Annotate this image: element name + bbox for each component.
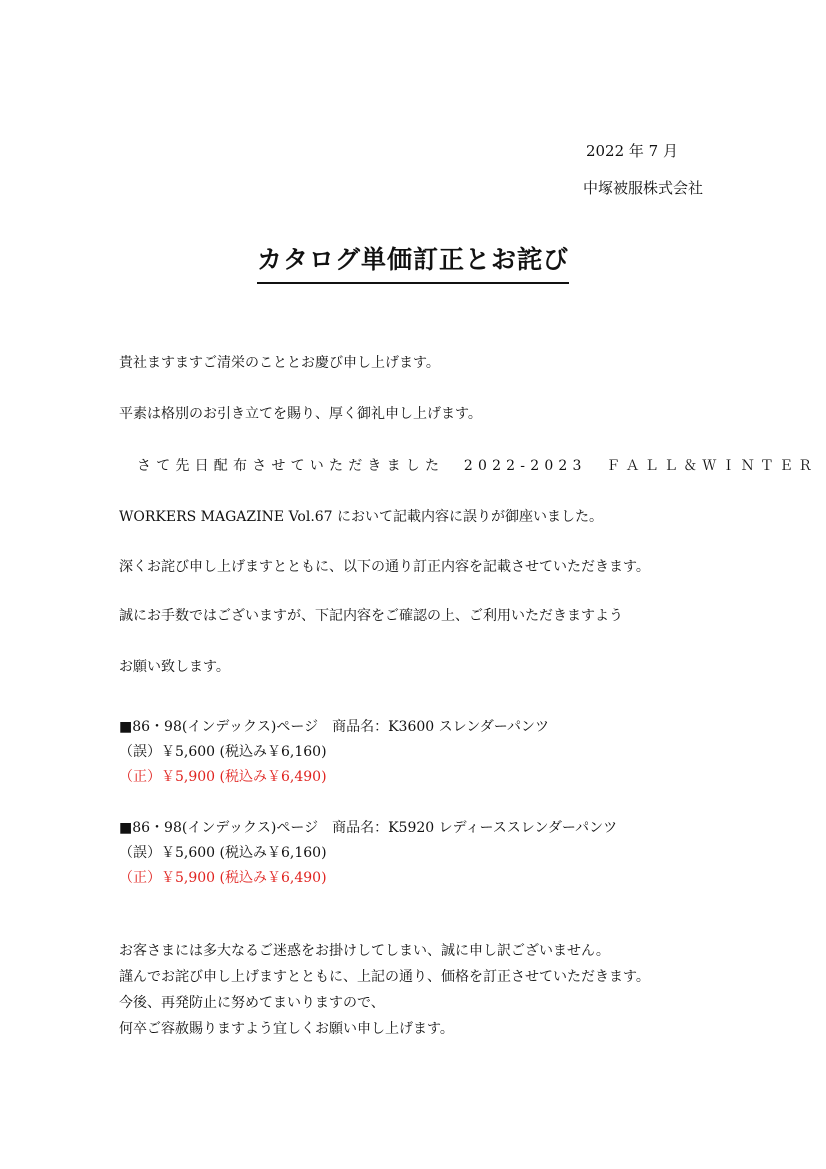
closing-line-3: 今後、再発防止に努めてまいりますので、 xyxy=(119,995,385,1011)
correction-2-wrong-price: （誤）￥5,600 (税込み￥6,160) xyxy=(119,845,327,861)
company-name: 中塚被服株式会社 xyxy=(582,179,703,197)
correction-1-heading: ■86・98(インデックス)ページ 商品名：K3600 スレンダーパンツ xyxy=(119,719,550,735)
document-title: カタログ単価訂正とお詫び xyxy=(257,240,569,284)
thanks-paragraph: 平素は格別のお引き立てを賜り、厚く御礼申し上げます。 xyxy=(119,406,482,422)
greeting-paragraph: 貴社ますますご清栄のこととお慶び申し上げます。 xyxy=(119,355,440,371)
correction-2-heading: ■86・98(インデックス)ページ 商品名：K5920 レディーススレンダーパンツ xyxy=(119,820,618,836)
apology-paragraph: 深くお詫び申し上げますとともに、以下の通り訂正内容を記載させていただきます。 xyxy=(119,559,650,575)
notice-paragraph-line-1: さて先日配布させていただきました 2022-2023 ＦＡＬＬ＆ＷＩＮＴＥＲ xyxy=(137,458,818,474)
correction-1-wrong-price: （誤）￥5,600 (税込み￥6,160) xyxy=(119,744,327,760)
closing-line-2: 謹んでお詫び申し上げますとともに、上記の通り、価格を訂正させていただきます。 xyxy=(119,969,650,985)
correction-2-correct-price: （正）￥5,900 (税込み￥6,490) xyxy=(119,870,327,886)
correction-1-correct-price: （正）￥5,900 (税込み￥6,490) xyxy=(119,769,327,785)
document-title-wrapper xyxy=(0,240,826,284)
closing-line-1: お客さまには多大なるご迷惑をお掛けしてしまい、誠に申し訳ございません。 xyxy=(119,943,610,959)
document-date: 2022 年 7 月 xyxy=(585,142,678,160)
closing-line-4: 何卒ご容赦賜りますよう宜しくお願い申し上げます。 xyxy=(119,1021,454,1037)
request-paragraph-line-2: お願い致します。 xyxy=(119,659,230,675)
request-paragraph-line-1: 誠にお手数ではございますが、下記内容をご確認の上、ご利用いただきますよう xyxy=(119,608,623,624)
notice-paragraph-line-2: WORKERS MAGAZINE Vol.67 において記載内容に誤りが御座いました。 xyxy=(119,509,604,525)
